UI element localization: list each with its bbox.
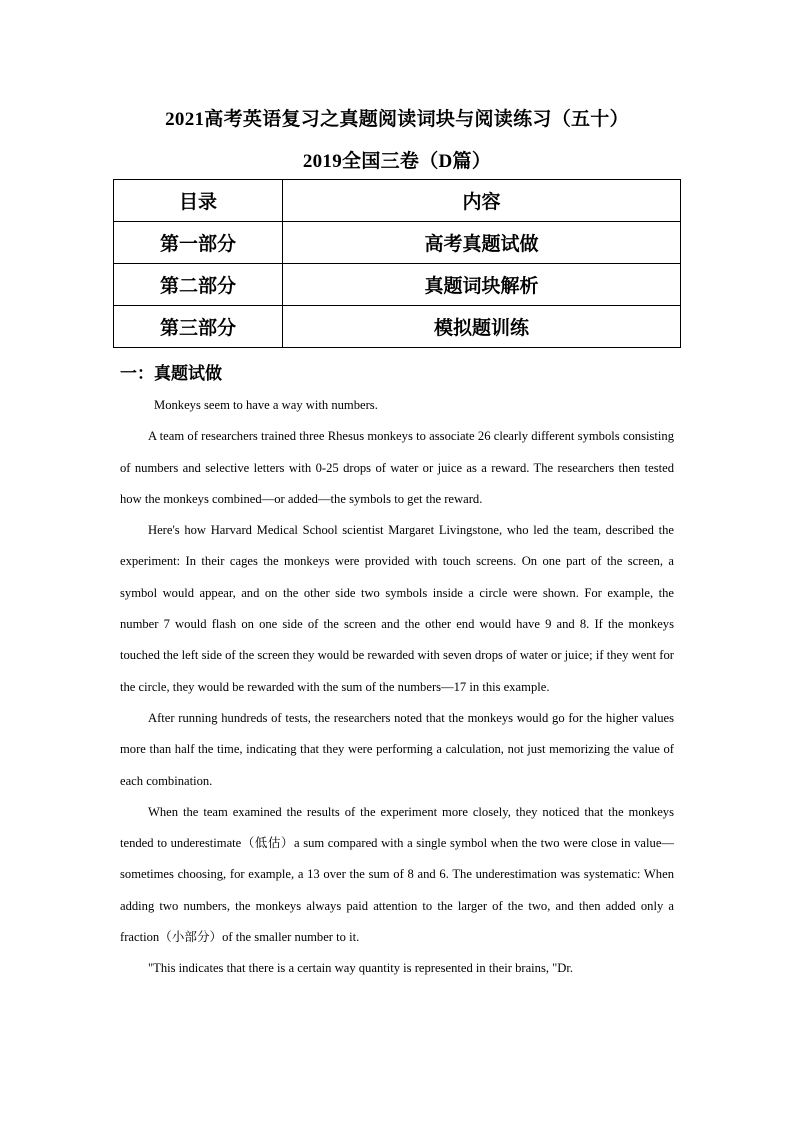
toc-row [114, 222, 681, 264]
toc-part-cell: 第一部分 [114, 222, 283, 264]
toc-header-cell: 目录 [114, 180, 283, 222]
toc-row [114, 306, 681, 348]
toc-part-cell: 第二部分 [114, 264, 283, 306]
toc-header-cell: 内容 [283, 180, 681, 222]
toc-row [114, 264, 681, 306]
document-subtitle: 2019全国三卷（D篇） [302, 151, 492, 172]
passage-paragraph: After running hundreds of tests, the researchers noted that the monkeys would go for the higher values more than half the time, indicating that they were performing a calculation, not just memorizing the value of each combination. [120, 710, 674, 788]
toc-content-cell: 高考真题试做 [283, 222, 681, 264]
toc-header-row [114, 180, 681, 222]
passage-paragraph: Here's how Harvard Medical School scientist Margaret Livingstone, who led the team, described the experiment: In their cages the monkeys were provided with touch screens. On one part of the screen, a symbol would appear, and on the other side two symbols inside a circle were shown. For example, the number 7 would flash on one side of the screen and the other end would have 9 and 8. If the monkeys touched the left side of the screen they would be rewarded with seven drops of water or juice; if they went for the circle, they would be rewarded with the sum of the numbers—17 in this example. [120, 523, 674, 694]
document-title: 2021高考英语复习之真题阅读词块与阅读练习（五十） [165, 109, 629, 130]
toc-part-cell: 第三部分 [114, 306, 283, 348]
passage-paragraph: When the team examined the results of the experiment more closely, they noticed that the monkeys tended to underestimate（低估）a sum compared with a single symbol when the two were close in value—sometimes choosing, for example, a 13 over the sum of 8 and 6. The underestimation was systematic: When adding two numbers, the monkeys always paid attention to the larger of the two, and then added only a fraction（小部分）of the smaller number to it. [120, 804, 674, 945]
toc-content-cell: 真题词块解析 [283, 264, 681, 306]
toc-content-cell: 模拟题训练 [283, 306, 681, 348]
table-of-contents [113, 179, 681, 348]
passage-text [120, 390, 674, 985]
passage-paragraph: Monkeys seem to have a way with numbers. [154, 398, 378, 412]
passage-paragraph: A team of researchers trained three Rhesus monkeys to associate 26 clearly different symbols consisting of numbers and selective letters with 0-25 drops of water or juice as a reward. The researchers then tested how the monkeys combined—or added—the symbols to get the reward. [120, 429, 674, 506]
passage-paragraph: "This indicates that there is a certain way quantity is represented in their brains, "Dr. [148, 961, 574, 976]
section-heading: 一：真题试做 [120, 364, 222, 383]
